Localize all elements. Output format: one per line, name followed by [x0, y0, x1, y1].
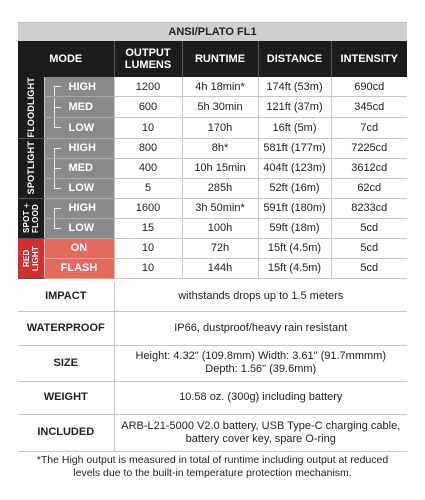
- size-value: [114, 345, 407, 381]
- size-value-line1: Height: 4.32" (109.8mm) Width: 3.61" (91.7mmmm): [135, 350, 386, 362]
- mode-cell: HIGH: [44, 138, 114, 158]
- weight-value: 10.58 oz. (300g) including battery: [114, 381, 407, 414]
- impact-value: withstands drops up to 1.5 meters: [114, 282, 407, 311]
- mode-cell: HIGH: [44, 198, 114, 218]
- table-row: [18, 158, 407, 178]
- runtime-cell: 10h 15min: [182, 158, 258, 178]
- intensity-cell: 8233cd: [331, 198, 407, 218]
- mode-cell: LOW: [44, 218, 114, 238]
- mode-cell: HIGH: [44, 77, 114, 97]
- header-output: OUTPUT LUMENS: [114, 41, 182, 77]
- runtime-cell: 170h: [182, 117, 258, 138]
- branch-line-icon: [45, 118, 69, 137]
- output-cell: 800: [114, 138, 182, 158]
- size-label: SIZE: [18, 345, 114, 381]
- output-cell: 10: [114, 238, 182, 258]
- intensity-cell: 3612cd: [331, 158, 407, 178]
- group-label-red-light: RED LIGHT: [18, 238, 44, 278]
- impact-label: IMPACT: [18, 282, 114, 311]
- intensity-cell: 5cd: [331, 238, 407, 258]
- runtime-cell: 8h*: [182, 138, 258, 158]
- branch-line-icon: [45, 77, 69, 96]
- intensity-cell: 5cd: [331, 218, 407, 238]
- distance-cell: 15ft (4.5m): [258, 258, 331, 278]
- distance-cell: 16ft (5m): [258, 117, 331, 138]
- branch-line-icon: [45, 159, 69, 178]
- output-cell: 600: [114, 97, 182, 118]
- spec-row-size: [18, 345, 407, 381]
- intensity-cell: 7225cd: [331, 138, 407, 158]
- included-value-line2: battery cover key, spare O-ring: [185, 432, 336, 445]
- performance-table: [18, 41, 407, 279]
- runtime-cell: 5h 30min: [182, 97, 258, 118]
- runtime-cell: 3h 50min*: [182, 198, 258, 218]
- branch-line-icon: [45, 139, 69, 158]
- runtime-cell: 100h: [182, 218, 258, 238]
- header-distance: DISTANCE: [258, 41, 331, 77]
- spec-row-weight: [18, 381, 407, 414]
- table-row: [18, 77, 407, 97]
- table-row: [18, 258, 407, 278]
- runtime-cell: 144h: [182, 258, 258, 278]
- mode-cell: FLASH: [44, 258, 114, 278]
- table-row: [18, 218, 407, 238]
- intensity-cell: 62cd: [331, 178, 407, 198]
- distance-cell: 591ft (180m): [258, 198, 331, 218]
- table-title: ANSI/PLATO FL1: [18, 22, 407, 42]
- intensity-cell: 690cd: [331, 77, 407, 97]
- header-runtime: RUNTIME: [182, 41, 258, 77]
- header-row: [18, 41, 407, 77]
- mode-cell: MED: [44, 97, 114, 118]
- distance-cell: 174ft (53m): [258, 77, 331, 97]
- intensity-cell: 5cd: [331, 258, 407, 278]
- group-label-spot-flood: SPOT + FLOOD: [18, 198, 44, 238]
- distance-cell: 15ft (4.5m): [258, 238, 331, 258]
- output-cell: 10: [114, 117, 182, 138]
- weight-label: WEIGHT: [18, 381, 114, 414]
- spec-row-included: [18, 414, 407, 451]
- distance-cell: 121ft (37m): [258, 97, 331, 118]
- distance-cell: 52ft (16m): [258, 178, 331, 198]
- group-label-floodlight: FLOODLIGHT: [18, 77, 44, 138]
- output-cell: 1600: [114, 198, 182, 218]
- output-cell: 5: [114, 178, 182, 198]
- mode-cell: MED: [44, 158, 114, 178]
- branch-line-icon: [45, 199, 69, 218]
- waterproof-label: WATERPROOF: [18, 311, 114, 345]
- spec-row-waterproof: [18, 311, 407, 345]
- included-value: [114, 414, 407, 451]
- output-cell: 400: [114, 158, 182, 178]
- waterproof-value: IP66, dustproof/heavy rain resistant: [114, 311, 407, 345]
- spec-row-impact: [18, 282, 407, 311]
- table-row: [18, 238, 407, 258]
- header-intensity: INTENSITY: [331, 41, 407, 77]
- distance-cell: 581ft (177m): [258, 138, 331, 158]
- table-row: [18, 198, 407, 218]
- included-label: INCLUDED: [18, 414, 114, 451]
- footnote-line1: *The High output is measured in total of runtime including output at reduced: [36, 454, 389, 466]
- intensity-cell: 345cd: [331, 97, 407, 118]
- distance-cell: 404ft (123m): [258, 158, 331, 178]
- branch-line-icon: [45, 98, 69, 117]
- header-mode: MODE: [18, 41, 114, 77]
- group-label-spotlight: SPOTLIGHT: [18, 138, 44, 198]
- included-value-line1: ARB-L21-5000 V2.0 battery, USB Type-C charging cable,: [121, 419, 401, 432]
- branch-line-icon: [45, 179, 69, 198]
- mode-cell: LOW: [44, 117, 114, 138]
- mode-cell: ON: [44, 238, 114, 258]
- branch-line-icon: [45, 219, 69, 238]
- output-cell: 15: [114, 218, 182, 238]
- distance-cell: 59ft (18m): [258, 218, 331, 238]
- table-row: [18, 178, 407, 198]
- output-cell: 1200: [114, 77, 182, 97]
- intensity-cell: 7cd: [331, 117, 407, 138]
- runtime-cell: 285h: [182, 178, 258, 198]
- size-value-line2: Depth: 1.56" (39.6mm): [205, 363, 317, 375]
- table-row: [18, 117, 407, 138]
- runtime-cell: 72h: [182, 238, 258, 258]
- table-row: [18, 97, 407, 118]
- table-row: [18, 138, 407, 158]
- footnote-line2: levels due to the built-in temperature protection mechanism.: [73, 467, 352, 479]
- mode-cell: LOW: [44, 178, 114, 198]
- runtime-cell: 4h 18min*: [182, 77, 258, 97]
- output-cell: 10: [114, 258, 182, 278]
- specifications-table: [18, 282, 407, 452]
- footnote: [18, 454, 407, 480]
